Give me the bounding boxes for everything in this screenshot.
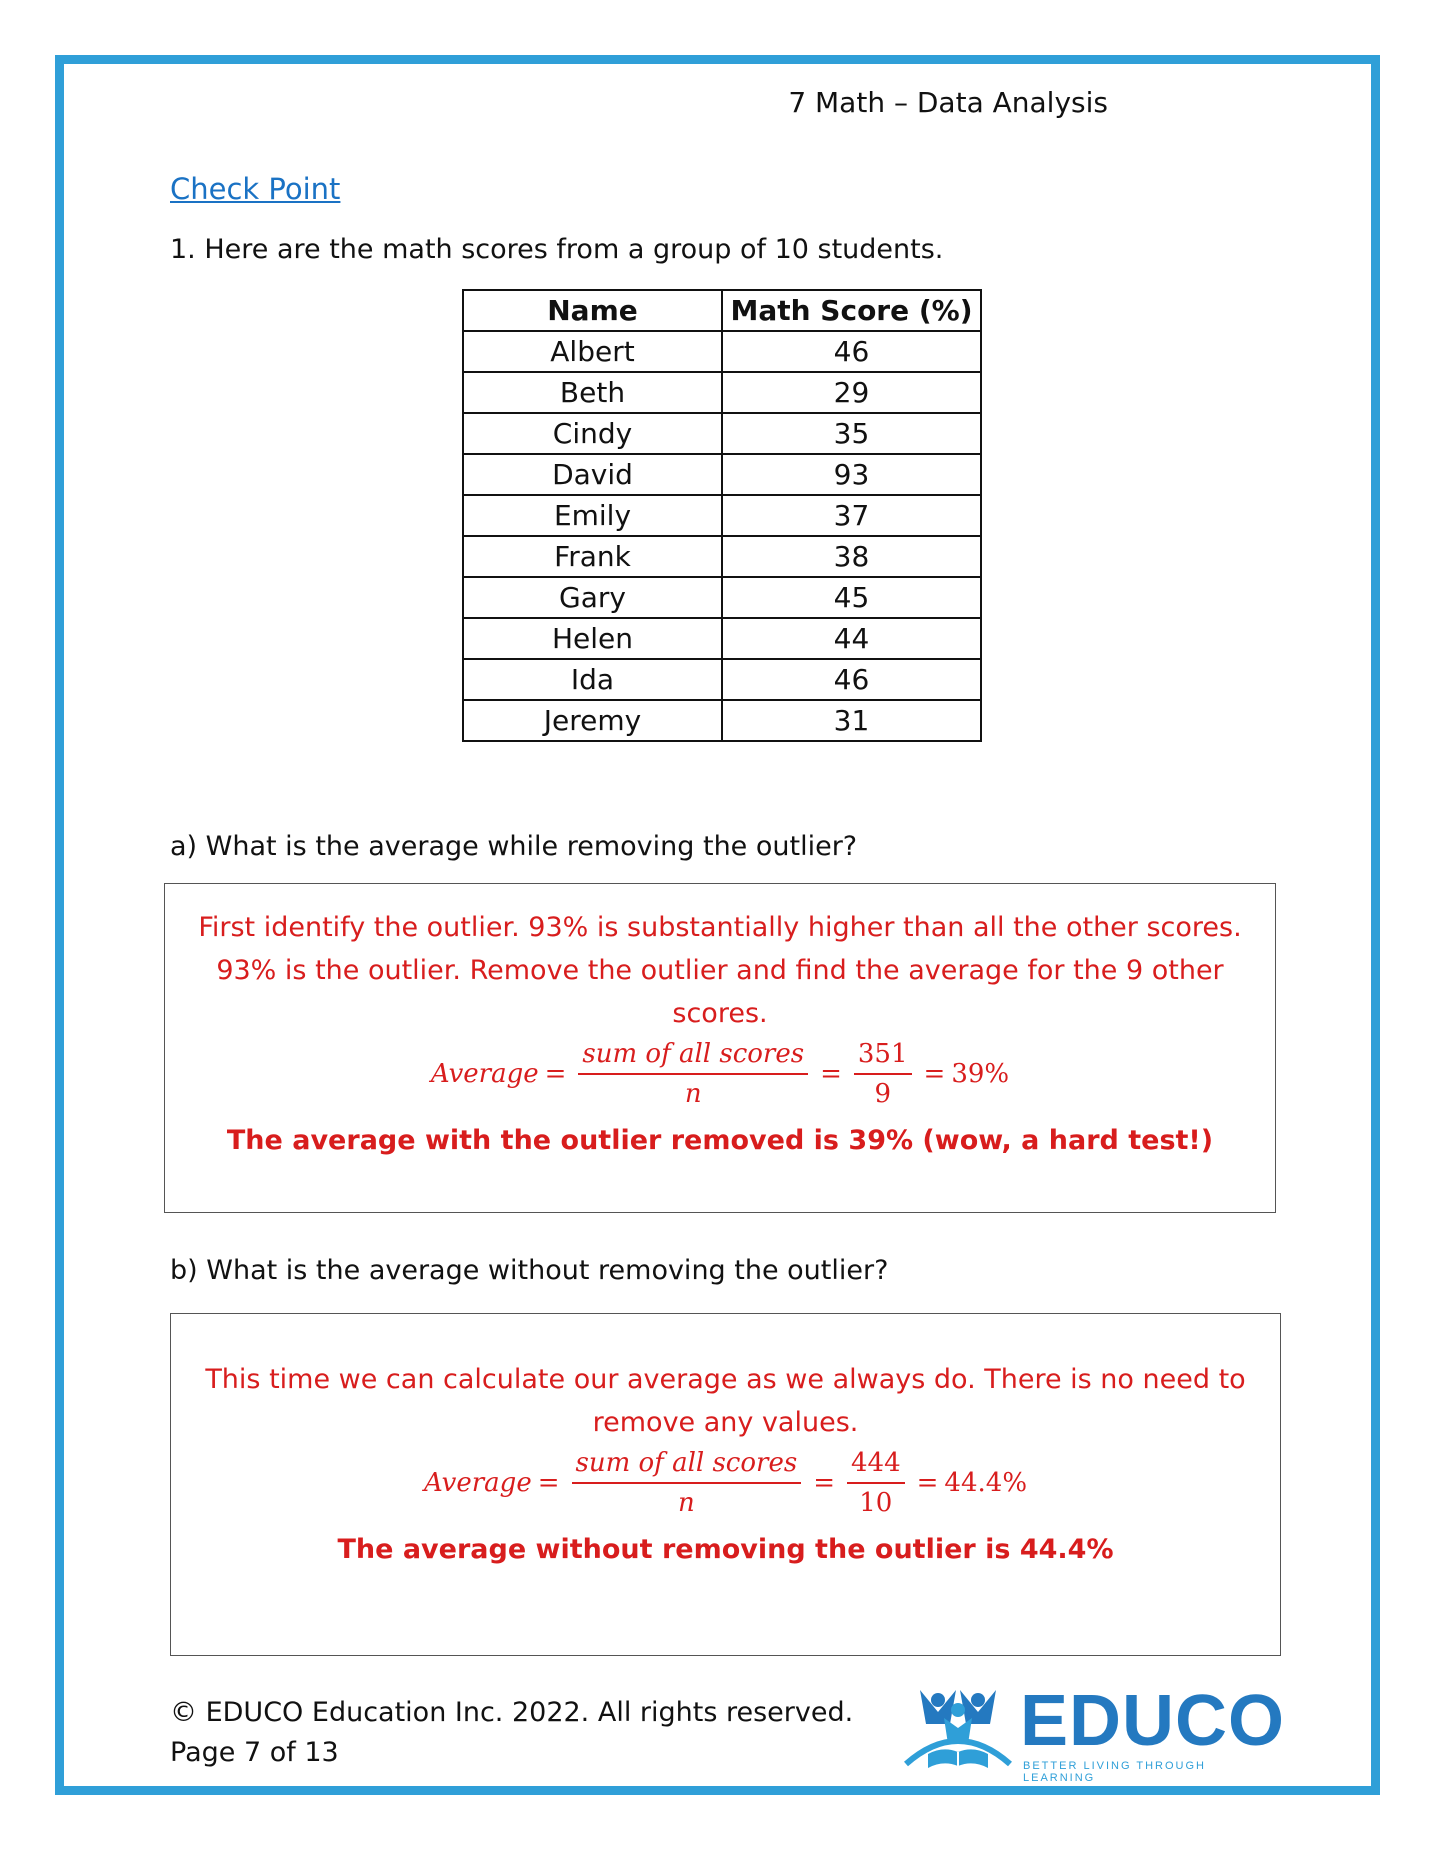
footer-copyright: © EDUCO Education Inc. 2022. All rights reserved.	[170, 1697, 854, 1728]
value-fraction	[847, 1448, 905, 1518]
logo-emblem-icon	[898, 1678, 1018, 1778]
conclusion-a: The average with the outlier removed is 39% (wow, a hard test!)	[226, 1125, 1214, 1156]
answer-b-line: This time we can calculate our average as we always do. There is no need to	[205, 1364, 1246, 1395]
logo-wordmark: EDUCO	[1020, 1681, 1286, 1761]
student-score: 44	[722, 618, 981, 659]
table-row	[463, 700, 981, 741]
student-score: 93	[722, 454, 981, 495]
student-name: Beth	[463, 372, 722, 413]
student-score: 37	[722, 495, 981, 536]
footer-page-number: Page 7 of 13	[170, 1737, 339, 1768]
question-b-text: b) What is the average without removing the outlier?	[170, 1255, 889, 1286]
check-point-heading: Check Point	[170, 172, 341, 206]
table-row	[463, 577, 981, 618]
value-denominator: 10	[859, 1488, 893, 1518]
formula-denominator: n	[684, 1079, 702, 1109]
student-name: Cindy	[463, 413, 722, 454]
table-row	[463, 618, 981, 659]
student-score: 46	[722, 659, 981, 700]
column-header-name: Name	[463, 290, 722, 331]
answer-box-a	[164, 883, 1276, 1213]
question-a-text: a) What is the average while removing the outlier?	[170, 831, 858, 862]
student-score: 46	[722, 331, 981, 372]
formula-lhs: Average	[423, 1468, 532, 1498]
value-numerator: 444	[847, 1448, 905, 1484]
table-row	[463, 331, 981, 372]
table-header-row	[463, 290, 981, 331]
formula-result: 44.4%	[944, 1468, 1028, 1498]
formula-fraction	[578, 1039, 808, 1109]
answer-b-line: remove any values.	[592, 1407, 859, 1438]
value-fraction	[854, 1039, 912, 1109]
student-score: 38	[722, 536, 981, 577]
educo-logo	[898, 1678, 1286, 1784]
document-header-title: 7 Math – Data Analysis	[788, 86, 1108, 119]
table-row	[463, 372, 981, 413]
formula-numerator: sum of all scores	[572, 1448, 802, 1484]
student-score: 31	[722, 700, 981, 741]
formula-denominator: n	[677, 1488, 695, 1518]
equals-sign: =	[813, 1468, 835, 1498]
equals-sign: =	[820, 1059, 842, 1089]
student-score: 35	[722, 413, 981, 454]
equals-sign: =	[537, 1468, 560, 1498]
equals-sign: =	[544, 1059, 567, 1089]
student-name: Frank	[463, 536, 722, 577]
formula-a	[165, 1039, 1275, 1109]
value-numerator: 351	[854, 1039, 912, 1075]
formula-fraction	[572, 1448, 802, 1518]
math-scores-table	[462, 289, 982, 742]
answer-a-line: First identify the outlier. 93% is substantially higher than all the other scores.	[198, 912, 1242, 943]
formula-numerator: sum of all scores	[578, 1039, 808, 1075]
answer-a-line: scores.	[672, 998, 768, 1029]
conclusion-b: The average without removing the outlier is 44.4%	[337, 1534, 1114, 1565]
formula-b	[171, 1448, 1280, 1518]
student-score: 45	[722, 577, 981, 618]
formula-lhs: Average	[430, 1059, 539, 1089]
table-row	[463, 536, 981, 577]
logo-tagline: BETTER LIVING THROUGH LEARNING	[1023, 1760, 1206, 1784]
equals-sign: =	[923, 1059, 946, 1089]
student-name: Jeremy	[463, 700, 722, 741]
equals-sign: =	[916, 1468, 939, 1498]
formula-result: 39%	[951, 1059, 1010, 1089]
student-name: Helen	[463, 618, 722, 659]
student-name: Gary	[463, 577, 722, 618]
table-row	[463, 659, 981, 700]
answer-a-line: 93% is the outlier. Remove the outlier and find the average for the 9 other	[216, 955, 1224, 986]
table-row	[463, 413, 981, 454]
answer-box-b	[170, 1313, 1281, 1656]
table-row	[463, 495, 981, 536]
student-name: Ida	[463, 659, 722, 700]
value-denominator: 9	[874, 1079, 891, 1109]
question-1-text: 1. Here are the math scores from a group of 10 students.	[170, 234, 944, 265]
student-name: David	[463, 454, 722, 495]
student-name: Emily	[463, 495, 722, 536]
column-header-score: Math Score (%)	[722, 290, 981, 331]
student-name: Albert	[463, 331, 722, 372]
student-score: 29	[722, 372, 981, 413]
table-row	[463, 454, 981, 495]
